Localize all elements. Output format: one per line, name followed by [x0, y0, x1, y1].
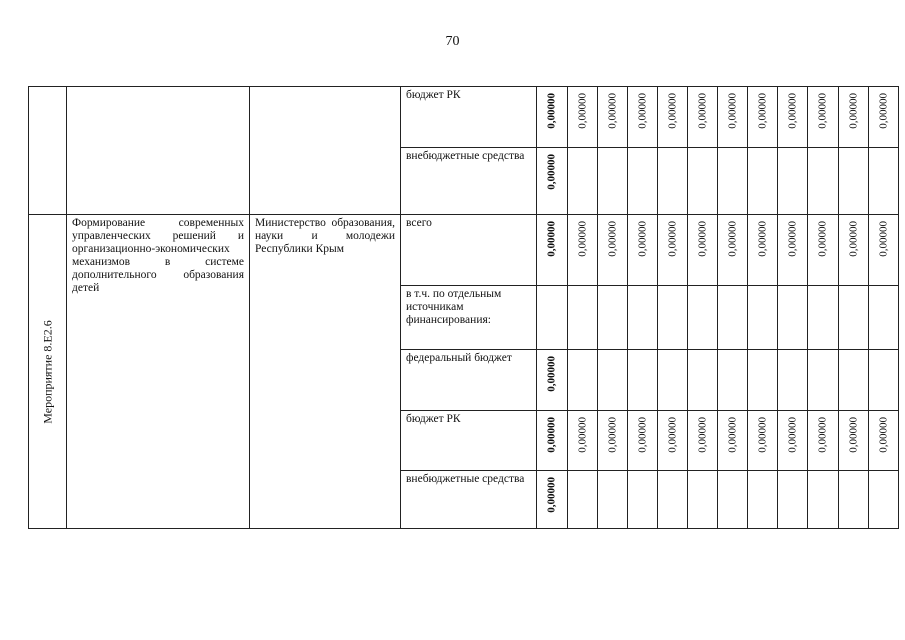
table-row	[29, 87, 899, 148]
year-cell	[748, 215, 778, 286]
year-cell	[808, 215, 839, 286]
year-cell	[718, 471, 748, 529]
year-cell	[839, 471, 869, 529]
total-cell	[537, 471, 568, 529]
budget-table	[28, 86, 899, 529]
amount-value: 0,00000	[756, 417, 768, 453]
funding-source-label: внебюджетные средства	[406, 473, 525, 485]
year-cell	[598, 87, 628, 148]
total-cell	[537, 148, 568, 215]
amount-value: 0,00000	[726, 417, 738, 453]
year-cell	[778, 286, 808, 350]
year-cell	[869, 215, 899, 286]
funding-source-cell	[401, 411, 537, 471]
year-cell	[658, 471, 688, 529]
amount-value: 0,00000	[576, 417, 588, 453]
year-cell	[748, 471, 778, 529]
year-cell	[778, 215, 808, 286]
amount-value: 0,00000	[545, 356, 558, 392]
year-cell	[568, 215, 598, 286]
total-cell	[537, 411, 568, 471]
amount-value: 0,00000	[666, 93, 678, 129]
year-cell	[628, 87, 658, 148]
amount-value: 0,00000	[756, 93, 768, 129]
amount-value: 0,00000	[847, 93, 859, 129]
year-cell	[628, 148, 658, 215]
year-cell	[839, 350, 869, 411]
amount-value: 0,00000	[726, 221, 738, 257]
year-cell	[568, 148, 598, 215]
year-cell	[718, 87, 748, 148]
amount-value: 0,00000	[666, 221, 678, 257]
year-cell	[808, 148, 839, 215]
amount-value: 0,00000	[636, 417, 648, 453]
year-cell	[688, 471, 718, 529]
total-cell	[537, 215, 568, 286]
executor-name: Министерство образования, науки и молодежи Республики Крым	[255, 217, 395, 255]
amount-value: 0,00000	[847, 417, 859, 453]
year-cell	[568, 471, 598, 529]
amount-value: 0,00000	[877, 93, 889, 129]
year-cell	[568, 87, 598, 148]
year-cell	[869, 286, 899, 350]
amount-value: 0,00000	[786, 221, 798, 257]
amount-value: 0,00000	[786, 93, 798, 129]
year-cell	[658, 286, 688, 350]
year-cell	[658, 87, 688, 148]
year-cell	[688, 87, 718, 148]
amount-value: 0,00000	[786, 417, 798, 453]
activity-id-cell	[29, 215, 67, 529]
year-cell	[839, 148, 869, 215]
year-cell	[808, 471, 839, 529]
year-cell	[658, 148, 688, 215]
year-cell	[748, 148, 778, 215]
funding-source-label: в т.ч. по отдельным источникам финансирования:	[406, 288, 502, 326]
year-cell	[718, 350, 748, 411]
funding-source-label: бюджет РК	[406, 413, 461, 425]
amount-value: 0,00000	[696, 93, 708, 129]
year-cell	[718, 411, 748, 471]
year-cell	[598, 215, 628, 286]
year-cell	[869, 471, 899, 529]
year-cell	[598, 411, 628, 471]
amount-value: 0,00000	[576, 221, 588, 257]
amount-value: 0,00000	[816, 93, 829, 129]
year-cell	[718, 286, 748, 350]
year-cell	[628, 286, 658, 350]
funding-source-label: всего	[406, 217, 432, 229]
year-cell	[568, 350, 598, 411]
executor-cell	[250, 87, 401, 215]
year-cell	[688, 411, 718, 471]
year-cell	[718, 148, 748, 215]
amount-value: 0,00000	[696, 417, 708, 453]
funding-source-cell	[401, 148, 537, 215]
amount-value: 0,00000	[636, 221, 648, 257]
year-cell	[748, 286, 778, 350]
year-cell	[748, 350, 778, 411]
year-cell	[808, 286, 839, 350]
year-cell	[808, 411, 839, 471]
year-cell	[568, 286, 598, 350]
amount-value: 0,00000	[816, 417, 829, 453]
total-cell	[537, 87, 568, 148]
year-cell	[628, 471, 658, 529]
year-cell	[598, 350, 628, 411]
amount-value: 0,00000	[545, 93, 558, 129]
year-cell	[658, 350, 688, 411]
year-cell	[598, 471, 628, 529]
year-cell	[688, 215, 718, 286]
amount-value: 0,00000	[606, 93, 618, 129]
year-cell	[688, 148, 718, 215]
funding-source-label: внебюджетные средства	[406, 150, 525, 162]
year-cell	[839, 87, 869, 148]
funding-source-cell	[401, 471, 537, 529]
year-cell	[628, 215, 658, 286]
year-cell	[869, 87, 899, 148]
year-cell	[839, 411, 869, 471]
year-cell	[869, 350, 899, 411]
activity-name-cell	[67, 87, 250, 215]
year-cell	[628, 411, 658, 471]
year-cell	[839, 286, 869, 350]
total-cell	[537, 350, 568, 411]
year-cell	[568, 411, 598, 471]
table-row	[29, 215, 899, 286]
amount-value: 0,00000	[545, 417, 558, 453]
amount-value: 0,00000	[606, 417, 618, 453]
funding-source-cell	[401, 87, 537, 148]
year-cell	[748, 87, 778, 148]
page-number: 70	[445, 34, 460, 49]
year-cell	[869, 411, 899, 471]
activity-id: Мероприятие 8.Е2.6	[40, 319, 54, 424]
year-cell	[808, 350, 839, 411]
total-cell	[537, 286, 568, 350]
year-cell	[748, 411, 778, 471]
executor-cell	[250, 215, 401, 529]
year-cell	[598, 286, 628, 350]
funding-source-cell	[401, 350, 537, 411]
activity-name: Формирование современных управленческих решений и организационно-экономических механизмов в системе дополнительного образования детей	[72, 217, 244, 294]
year-cell	[778, 411, 808, 471]
amount-value: 0,00000	[696, 221, 708, 257]
amount-value: 0,00000	[726, 93, 738, 129]
year-cell	[808, 87, 839, 148]
amount-value: 0,00000	[545, 154, 558, 190]
amount-value: 0,00000	[576, 93, 588, 129]
funding-source-label: бюджет РК	[406, 89, 461, 101]
funding-source-cell	[401, 215, 537, 286]
amount-value: 0,00000	[545, 477, 558, 513]
amount-value: 0,00000	[756, 221, 768, 257]
activity-name-cell	[67, 215, 250, 529]
year-cell	[658, 411, 688, 471]
amount-value: 0,00000	[816, 221, 829, 257]
funding-source-label: федеральный бюджет	[406, 352, 512, 364]
year-cell	[778, 350, 808, 411]
year-cell	[688, 350, 718, 411]
year-cell	[778, 87, 808, 148]
amount-value: 0,00000	[877, 417, 889, 453]
activity-id-cell	[29, 87, 67, 215]
year-cell	[778, 148, 808, 215]
year-cell	[839, 215, 869, 286]
year-cell	[718, 215, 748, 286]
amount-value: 0,00000	[847, 221, 859, 257]
amount-value: 0,00000	[606, 221, 618, 257]
amount-value: 0,00000	[636, 93, 648, 129]
year-cell	[688, 286, 718, 350]
amount-value: 0,00000	[666, 417, 678, 453]
year-cell	[598, 148, 628, 215]
year-cell	[658, 215, 688, 286]
amount-value: 0,00000	[545, 221, 558, 257]
year-cell	[778, 471, 808, 529]
funding-source-cell	[401, 286, 537, 350]
year-cell	[628, 350, 658, 411]
amount-value: 0,00000	[877, 221, 889, 257]
year-cell	[869, 148, 899, 215]
